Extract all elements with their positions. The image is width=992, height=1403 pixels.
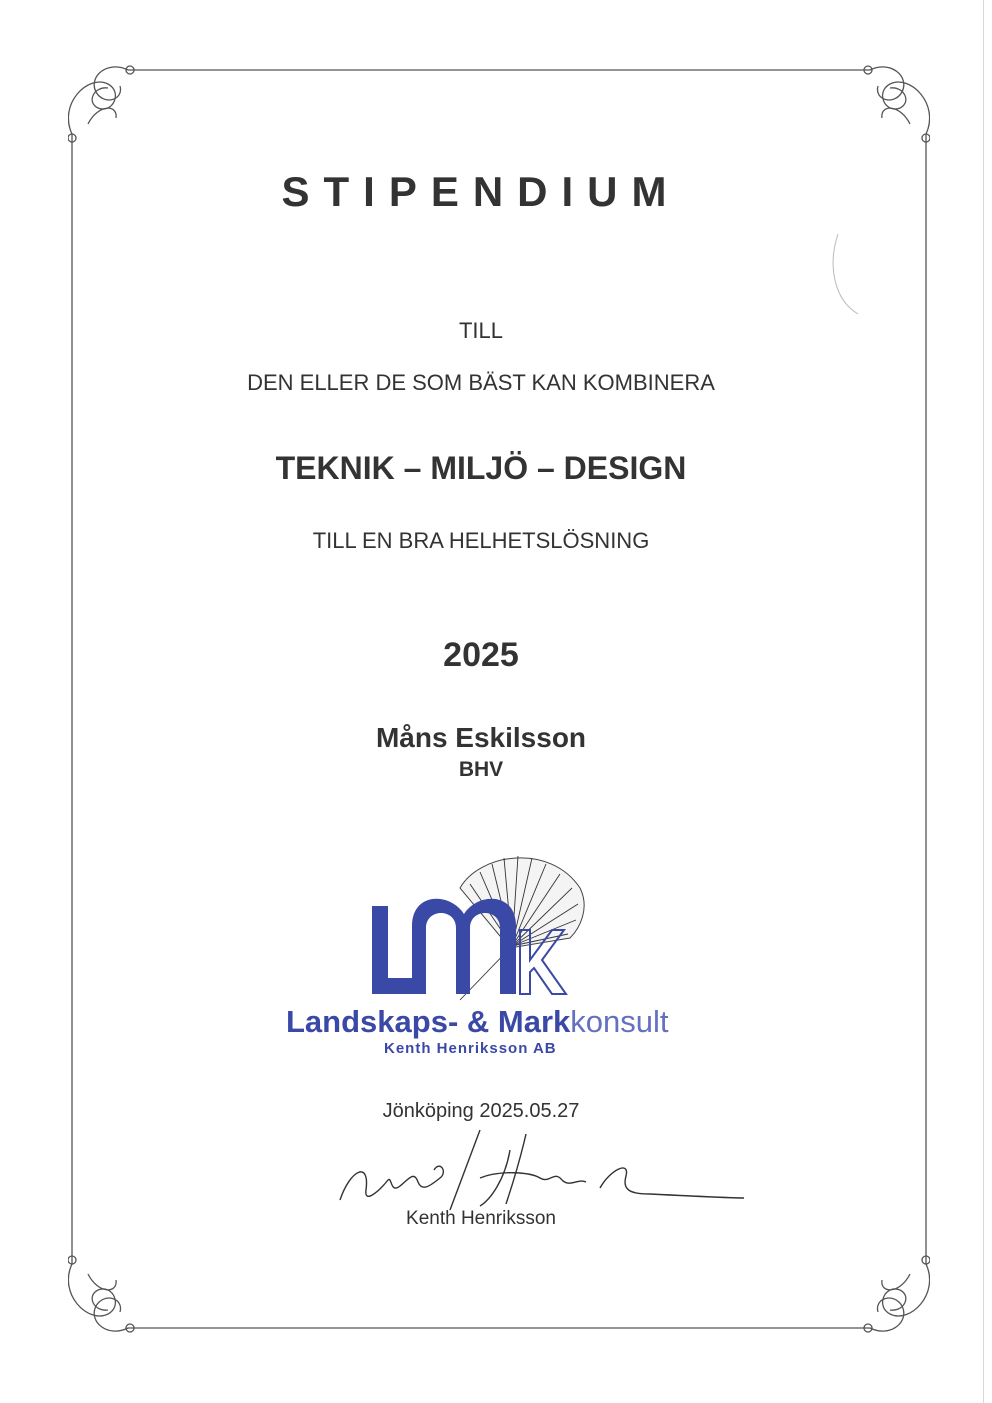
signer-name: Kenth Henriksson [406,1208,556,1229]
handwritten-signature [330,1120,750,1220]
theme-heading: TEKNIK – MILJÖ – DESIGN [275,450,687,486]
corner-flourish-top-left [68,66,134,142]
recipient-org: BHV [458,758,504,781]
goal-line: TILL EN BRA HELHETSLÖSNING [312,528,650,553]
corner-flourish-top-right [864,66,930,142]
company-logo [280,848,700,1068]
page-edge [983,0,984,1403]
corner-flourish-bottom-right [864,1256,930,1332]
logo-subtitle: Kenth Henriksson AB [384,1040,557,1057]
ginkgo-leaf-icon [280,848,700,1008]
recipient-name: Måns Eskilsson [375,722,587,753]
criteria-line: DEN ELLER DE SOM BÄST KAN KOMBINERA [247,370,715,395]
till-text: TILL [458,318,504,343]
certificate-title: STIPENDIUM [281,168,681,215]
logo-name-light: konsult [570,1004,669,1039]
place-date: Jönköping 2025.05.27 [382,1100,580,1122]
logo-name-bold: Landskaps- & Mark [286,1004,571,1039]
award-year: 2025 [443,636,519,674]
logo-company-name [286,1004,669,1040]
corner-flourish-bottom-left [68,1256,134,1332]
